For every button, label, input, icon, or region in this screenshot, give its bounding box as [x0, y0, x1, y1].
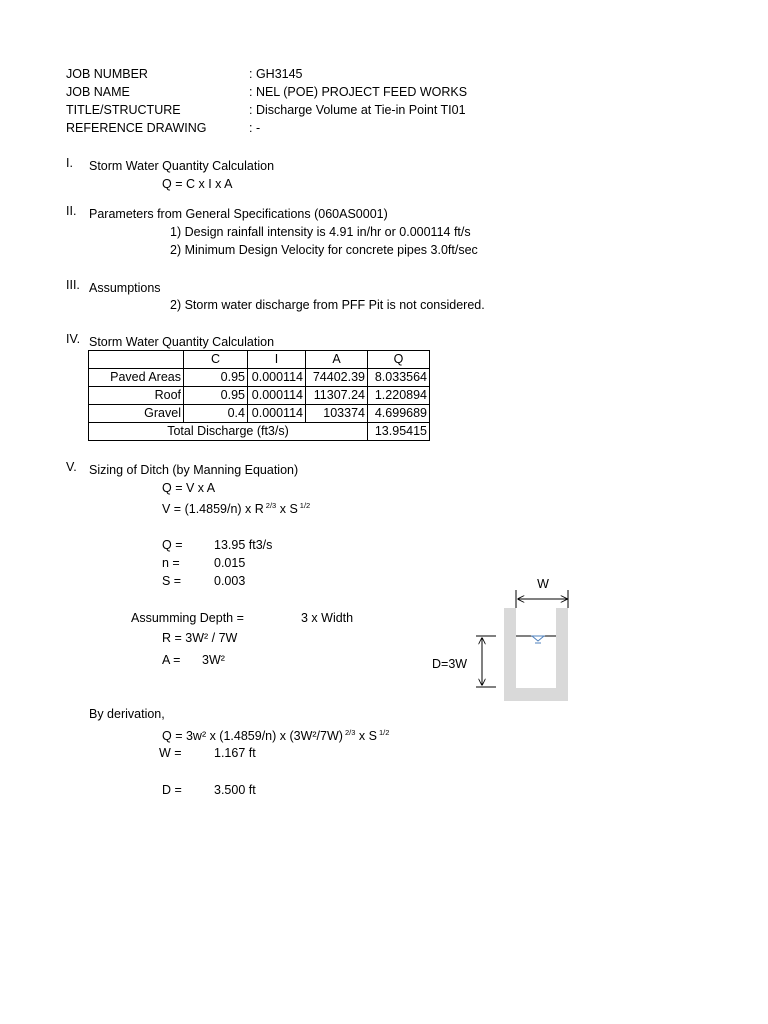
table-header-cell: [89, 351, 184, 369]
section2-item: 1) Design rainfall intensity is 4.91 in/hr or 0.000114 ft/s: [170, 225, 471, 239]
assumption-value: 3 x Width: [301, 611, 354, 625]
table-cell: 0.000114: [248, 405, 306, 423]
header-label-job-name: JOB NAME: [66, 85, 130, 99]
section3-item: 2) Storm water discharge from PFF Pit is not considered.: [170, 298, 485, 312]
table-row: [89, 387, 430, 405]
area-label: A =: [162, 653, 181, 667]
param-label: Q =: [162, 538, 183, 552]
header-label-job-number: JOB NUMBER: [66, 67, 148, 81]
table-total-label: Total Discharge (ft3/s): [89, 423, 368, 441]
table-cell: 8.033564: [368, 369, 430, 387]
header-label-title: TITLE/STRUCTURE: [66, 103, 181, 117]
equation-manning-exponent: 1/2: [299, 501, 311, 510]
equation-manning-base: V = (1.4859/n) x R: [162, 502, 264, 516]
param-label: S =: [162, 574, 182, 588]
header-value-job-number: : GH3145: [249, 67, 303, 81]
param-label: n =: [162, 556, 180, 570]
table-cell: 11307.24: [306, 387, 368, 405]
table-header-cell: Q: [368, 351, 430, 369]
derivation-equation-exponent: 1/2: [378, 728, 390, 737]
table-cell: 0.4: [184, 405, 248, 423]
param-value: 0.003: [214, 574, 246, 588]
width-result-label: W =: [159, 746, 182, 760]
width-label: W: [537, 577, 549, 591]
width-result-value: 1.167 ft: [214, 746, 256, 760]
section1-title: Storm Water Quantity Calculation: [89, 159, 275, 173]
section3-title: Assumptions: [89, 281, 161, 295]
derivation-label: By derivation,: [89, 707, 165, 721]
water-level-marker: [532, 636, 544, 641]
table-cell: 0.95: [184, 387, 248, 405]
area-value: 3W²: [202, 653, 225, 667]
param-value: 0.015: [214, 556, 246, 570]
section1-formula: Q = C x I x A: [162, 177, 233, 191]
table-total-row: [89, 423, 430, 441]
header-value-job-name: : NEL (POE) PROJECT FEED WORKS: [249, 85, 468, 99]
assumption-label: Assumming Depth =: [131, 611, 244, 625]
table-row: [89, 405, 430, 423]
table-header-row: [89, 351, 430, 369]
table-cell: 0.000114: [248, 369, 306, 387]
depth-result-value: 3.500 ft: [214, 783, 256, 797]
section4-title: Storm Water Quantity Calculation: [89, 335, 275, 349]
section1-number: I.: [66, 156, 73, 170]
equation-manning-exponent: 2/3: [265, 501, 277, 510]
section4-number: IV.: [66, 332, 81, 346]
section2-number: II.: [66, 204, 77, 218]
section2-item: 2) Minimum Design Velocity for concrete pipes 3.0ft/sec: [170, 243, 478, 257]
table-cell: Roof: [89, 387, 184, 405]
ditch-cross-section-diagram: [420, 572, 590, 704]
derivation-equation-base: Q = 3w² x (1.4859/n) x (3W²/7W): [162, 729, 343, 743]
table-cell: Paved Areas: [89, 369, 184, 387]
table-cell: 0.95: [184, 369, 248, 387]
section5-title: Sizing of Ditch (by Manning Equation): [89, 463, 299, 477]
table-cell: 1.220894: [368, 387, 430, 405]
derivation-equation: [162, 729, 389, 743]
hydraulic-radius-equation: R = 3W² / 7W: [162, 631, 238, 645]
table-cell: 74402.39: [306, 369, 368, 387]
section2-title: Parameters from General Specifications (060AS0001): [89, 207, 388, 221]
derivation-equation-exponent: 2/3: [344, 728, 356, 737]
depth-label: D=3W: [432, 657, 468, 671]
param-value: 13.95 ft3/s: [214, 538, 273, 552]
table-row: [89, 369, 430, 387]
section5-number: V.: [66, 460, 77, 474]
header-value-title: : Discharge Volume at Tie-in Point TI01: [249, 103, 466, 117]
derivation-equation-slope: x S: [358, 729, 377, 743]
equation-q-va: Q = V x A: [162, 481, 216, 495]
quantity-table: [88, 350, 430, 441]
table-cell: 4.699689: [368, 405, 430, 423]
table-cell: Gravel: [89, 405, 184, 423]
table-cell: 103374: [306, 405, 368, 423]
table-header-cell: A: [306, 351, 368, 369]
section3-number: III.: [66, 278, 80, 292]
ditch-wall-shape: [504, 608, 568, 701]
equation-manning: [162, 502, 310, 516]
table-total-value: 13.95415: [368, 423, 430, 441]
header-label-reference: REFERENCE DRAWING: [66, 121, 207, 135]
equation-manning-slope: x S: [279, 502, 298, 516]
depth-result-label: D =: [162, 783, 182, 797]
table-cell: 0.000114: [248, 387, 306, 405]
table-header-cell: C: [184, 351, 248, 369]
table-header-cell: I: [248, 351, 306, 369]
header-value-reference: : -: [249, 121, 261, 135]
